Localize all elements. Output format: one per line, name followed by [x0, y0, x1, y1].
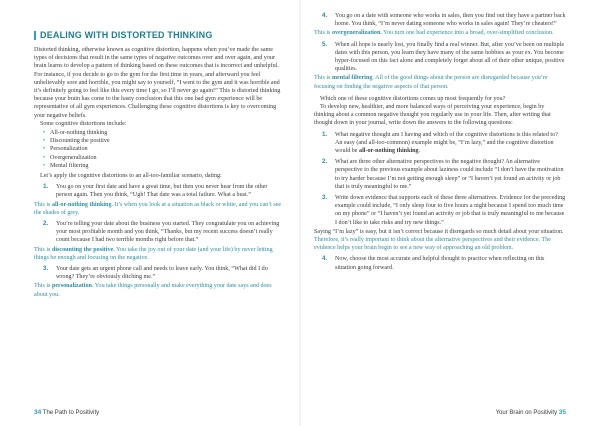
- list-item: • Mental filtering: [43, 162, 282, 170]
- term: all-or-nothing thinking: [359, 148, 419, 155]
- scenario-item-5: [314, 41, 566, 74]
- item-number: 1.: [322, 130, 328, 138]
- item-number: 2.: [322, 158, 328, 166]
- item-number: 4.: [322, 12, 328, 19]
- item-number: 3.: [43, 265, 49, 273]
- item-text: What are three other alternative perspectives to the negative thought? An alternative perspective to the previous example about laziness could include “I don’t have the motivation to try harder because I’m not getting enough sleep” or “I haven’t yet found an activity or job that is truly meaningful to me.”: [335, 159, 564, 190]
- intro-paragraph: Distorted thinking, otherwise known as cognitive distortion, happens when you’ve made the same types of decisions that result in the same types of negative outcomes over and over again, and your brain learns to develop a pattern of thinking based on these outcomes that is incorrect and unhelpful. For instance, if you decide to go to the gym for the first time in years, and afterward you feel unbelievably sore and horrible, you might say to yourself, “I went to the gym and it was horrible and it’s definitely going to feel like this every time I go, so I’ll never go again!” This is distorted thinking because your brain has come to the hasty conclusion that this one bad gym experience will be representative of all gym experiences. Challenging these cognitive distortions is key to overcoming your negative beliefs.: [34, 47, 281, 119]
- term: all-or-nothing thinking: [51, 201, 112, 208]
- page-number: 34: [34, 409, 42, 416]
- running-title: The Path to Positivity: [42, 410, 100, 416]
- evidence-note: Saying “I’m lazy” is easy, but it isn’t correct because it disregards so much detail about your situation. Therefore, it’s really important to think about the alternative perspectives and their evidence. The evidence helps your brain begin to see a new way of approaching an old problem.: [314, 228, 564, 252]
- question-item-1: [314, 131, 566, 156]
- item-text: When all hope is nearly lost, you finally find a real winner. But, after you’ve been on multiple dates with this person, you learn they have many of the same hobbies as your ex. You become hyper-focused on this fact alone and completely forget about all of their other unique, positive qualities.: [335, 41, 565, 73]
- list-item: • Overgeneralization: [43, 154, 282, 162]
- item-text: You go on your first date and have a great time, but then you never hear from the other person again. Then you think, “Ugh! That date was a total failure. What a bust.”: [56, 184, 268, 199]
- scenario-item-4: [314, 12, 566, 28]
- item-number: 1.: [43, 183, 49, 191]
- scenario-item-2: [34, 220, 282, 245]
- item-number: 5.: [322, 40, 328, 48]
- item-number: 3.: [322, 194, 328, 202]
- left-footer: [34, 409, 99, 416]
- question: Which one of these cognitive distortions comes up most frequently for you?: [320, 95, 506, 102]
- item-text: Write down evidence that supports each of these three alternatives. Evidence for the preceding example could include, “I only sleep four to five hours a night because I spend too much time on my phone” or “I haven’t yet found an activity or job that is truly meaningful to me because I don’t like to take risks and try new things.”: [335, 195, 566, 226]
- item-note: This is all-or-nothing thinking. It’s when you look at a situation as black or white, and you can’t see the shades of grey.: [34, 201, 282, 216]
- term: personalization: [51, 283, 92, 290]
- item-note: This is mental filtering. All of the good things about the person are disregarded because you’re focusing on finding the negative aspects of that person.: [314, 75, 548, 90]
- term: mental filtering: [331, 75, 373, 82]
- item-text: What negative thought am I having and which of the cognitive distortions is this related to? An easy (and all-too-common) example might be, “I’m lazy,” and the cognitive distortion would be all-or-nothing thinking.: [335, 131, 558, 155]
- apply-intro: Let’s apply the cognitive distortions to an all-too-familiar scenario, dating:: [40, 173, 222, 180]
- scenario-item-3: [34, 265, 282, 281]
- list-item: • Personalization: [43, 145, 282, 153]
- item-note: This is overgeneralization. You turn one bad experience into a broad, over-simplified conclusion.: [314, 30, 554, 37]
- right-page: [300, 0, 600, 426]
- item-text: Now, choose the most accurate and helpful thought to practice when reflecting on this situation going forward.: [335, 256, 545, 271]
- section-title: DEALING WITH DISTORTED THINKING: [34, 30, 282, 40]
- item-text: You go on a date with someone who works in sales, then you find out they have a partner back home. You think, “I’m never dating someone who works in sales again! They’re cheaters!”: [335, 13, 566, 28]
- item-number: 2.: [43, 220, 49, 228]
- distortion-list: [34, 129, 282, 170]
- item-note: This is personalization. You take things personally and make everything your date says and does about you.: [34, 283, 272, 298]
- page-number: 35: [558, 409, 566, 416]
- item-number: 4.: [322, 255, 328, 263]
- item-note: This is discounting the positive. You take the joy out of your date (and your life) by never letting things be enough and focusing on the negative.: [34, 246, 273, 261]
- question-item-2: [314, 158, 566, 191]
- right-footer: [496, 409, 566, 416]
- question-item-4: [314, 255, 566, 271]
- scenario-item-1: [34, 183, 282, 199]
- develop-paragraph: To develop new, healthier, and more balanced ways of perceiving your experience, begin by thinking about a common negative thought you regularly use in your life. Then, after writing that thought down in your journal, write down the answers to the following questions:: [314, 104, 551, 127]
- list-intro: Some cognitive distortions include:: [40, 120, 127, 127]
- list-item: • All-or-nothing thinking: [43, 129, 282, 137]
- term: discounting the positive: [51, 246, 114, 253]
- question-item-3: [314, 194, 566, 227]
- list-item: • Discounting the positive: [43, 137, 282, 145]
- running-title: Your Brain on Positivity: [495, 410, 558, 416]
- item-text: You’re telling your date about the business you started. They congratulate you on achieving your most profitable month and you think, “Thanks, but my recent success doesn’t really count because I had two terrible months right before that.”: [56, 221, 280, 244]
- term: overgeneralization: [331, 30, 381, 37]
- item-text: Your date gets an urgent phone call and needs to leave early. You think, “What did I do wrong? They’re obviously ditching me.”: [56, 266, 268, 281]
